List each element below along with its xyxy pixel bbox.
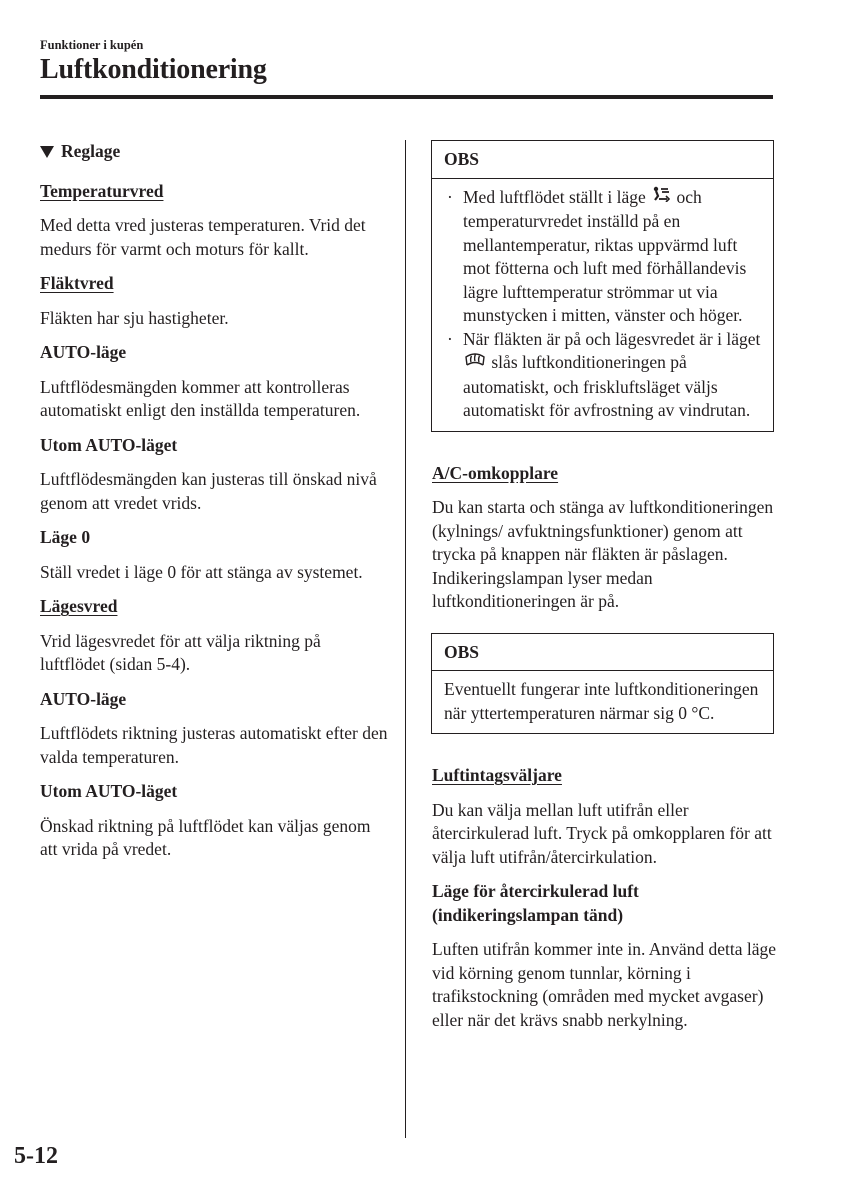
outside2-text: Önskad riktning på luftflödet kan väljas genom att vrida på vredet. — [40, 815, 371, 859]
left-column — [40, 140, 390, 862]
temp-text: Med detta vred justeras temperaturen. Vrid det medurs för varmt och moturs för kallt. — [40, 215, 366, 259]
down-triangle-icon — [40, 146, 54, 158]
bullet-text-post: och temperaturvredet inställd på en mellantemperatur, riktas uppvärmd luft mot fötterna och luft med förhållandevis lägre lufttemperatur strömmar ut via munstycken i mitten, vänster och höger. — [463, 186, 747, 325]
obs-heading-2: OBS — [432, 634, 773, 672]
intake-text: Du kan välja mellan luft utifrån eller återcirkulerad luft. Tryck på omkopplaren för att välja luft utifrån/återcirkulation. — [432, 799, 772, 867]
obs-box-2 — [431, 633, 774, 735]
bullet-text — [463, 186, 761, 328]
outside1-heading: Utom AUTO-läget — [40, 434, 178, 455]
obs-box-1 — [431, 140, 774, 432]
reglage-heading — [40, 140, 390, 164]
recirc-text: Luften utifrån kommer inte in. Använd detta läge vid körning genom tunnlar, körning i trafikstockning (områden med mycket avgaser) eller när det krävs snabb nerkylning. — [432, 939, 777, 1030]
reglage-label: Reglage — [61, 141, 121, 161]
title-rule — [40, 95, 773, 99]
windshield-defroster-icon — [465, 351, 485, 376]
bullet-dot: · — [447, 186, 453, 207]
column-divider — [405, 140, 406, 1138]
floor-and-face-mode-icon — [652, 186, 670, 211]
fan-text: Fläkten har sju hastigheter. — [40, 307, 229, 328]
obs-body-1 — [432, 179, 773, 431]
bullet-text-pre: När fläkten är på och lägesvredet är i läget — [463, 328, 761, 349]
auto1-text: Luftflödesmängden kommer att kontrolleras automatiskt enligt den inställda temperaturen. — [40, 376, 361, 420]
mode0-heading: Läge 0 — [40, 527, 91, 547]
auto2-heading: AUTO-läge — [40, 688, 127, 709]
mode-text: Vrid lägesvredet för att välja riktning på luftflödet (sidan 5-4). — [40, 630, 321, 674]
bullet-text-pre: Med luftflödet ställt i läge — [463, 186, 646, 207]
bullet-text — [463, 328, 761, 423]
outside2-heading: Utom AUTO-läget — [40, 781, 178, 801]
obs-bullet-2 — [444, 328, 761, 423]
ac-text: Du kan starta och stänga av luftkonditioneringen (kylnings/ avfuktningsfunktioner) genom att trycka på knappen när fläkten är påslagen. Indikeringslampan lyser medan luftkonditioneringen är på. — [432, 497, 774, 611]
obs-bullet-1 — [444, 186, 761, 328]
section-label: Funktioner i kupén — [40, 38, 144, 52]
obs-heading-1: OBS — [432, 141, 773, 179]
bullet-dot: · — [447, 328, 453, 349]
bullet-text-post: slås luftkonditioneringen på automatiskt, och friskluftsläget väljs automatiskt för avfrostning av vindrutan. — [463, 352, 751, 420]
mode-heading: Lägesvred — [40, 596, 118, 616]
mode0-text: Ställ vredet i läge 0 för att stänga av systemet. — [40, 561, 363, 582]
recirc-heading: Läge för återcirkulerad luft (indikeringslampan tänd) — [432, 881, 639, 925]
outside1-text: Luftflödesmängden kan justeras till önskad nivå genom att vredet vrids. — [40, 469, 377, 513]
intake-heading: Luftintagsväljare — [432, 765, 562, 785]
page-title: Luftkonditionering — [40, 54, 267, 85]
auto2-text: Luftflödets riktning justeras automatiskt efter den valda temperaturen. — [40, 723, 388, 767]
fan-heading: Fläktvred — [40, 273, 114, 293]
right-column — [432, 140, 777, 1032]
ac-heading: A/C-omkopplare — [432, 462, 559, 483]
page-number: 5-12 — [14, 1143, 58, 1169]
obs-body-2: Eventuellt fungerar inte luftkonditioneringen när yttertemperaturen närmar sig 0 °C. — [444, 679, 759, 723]
temp-heading: Temperaturvred — [40, 180, 164, 201]
auto1-heading: AUTO-läge — [40, 342, 127, 362]
